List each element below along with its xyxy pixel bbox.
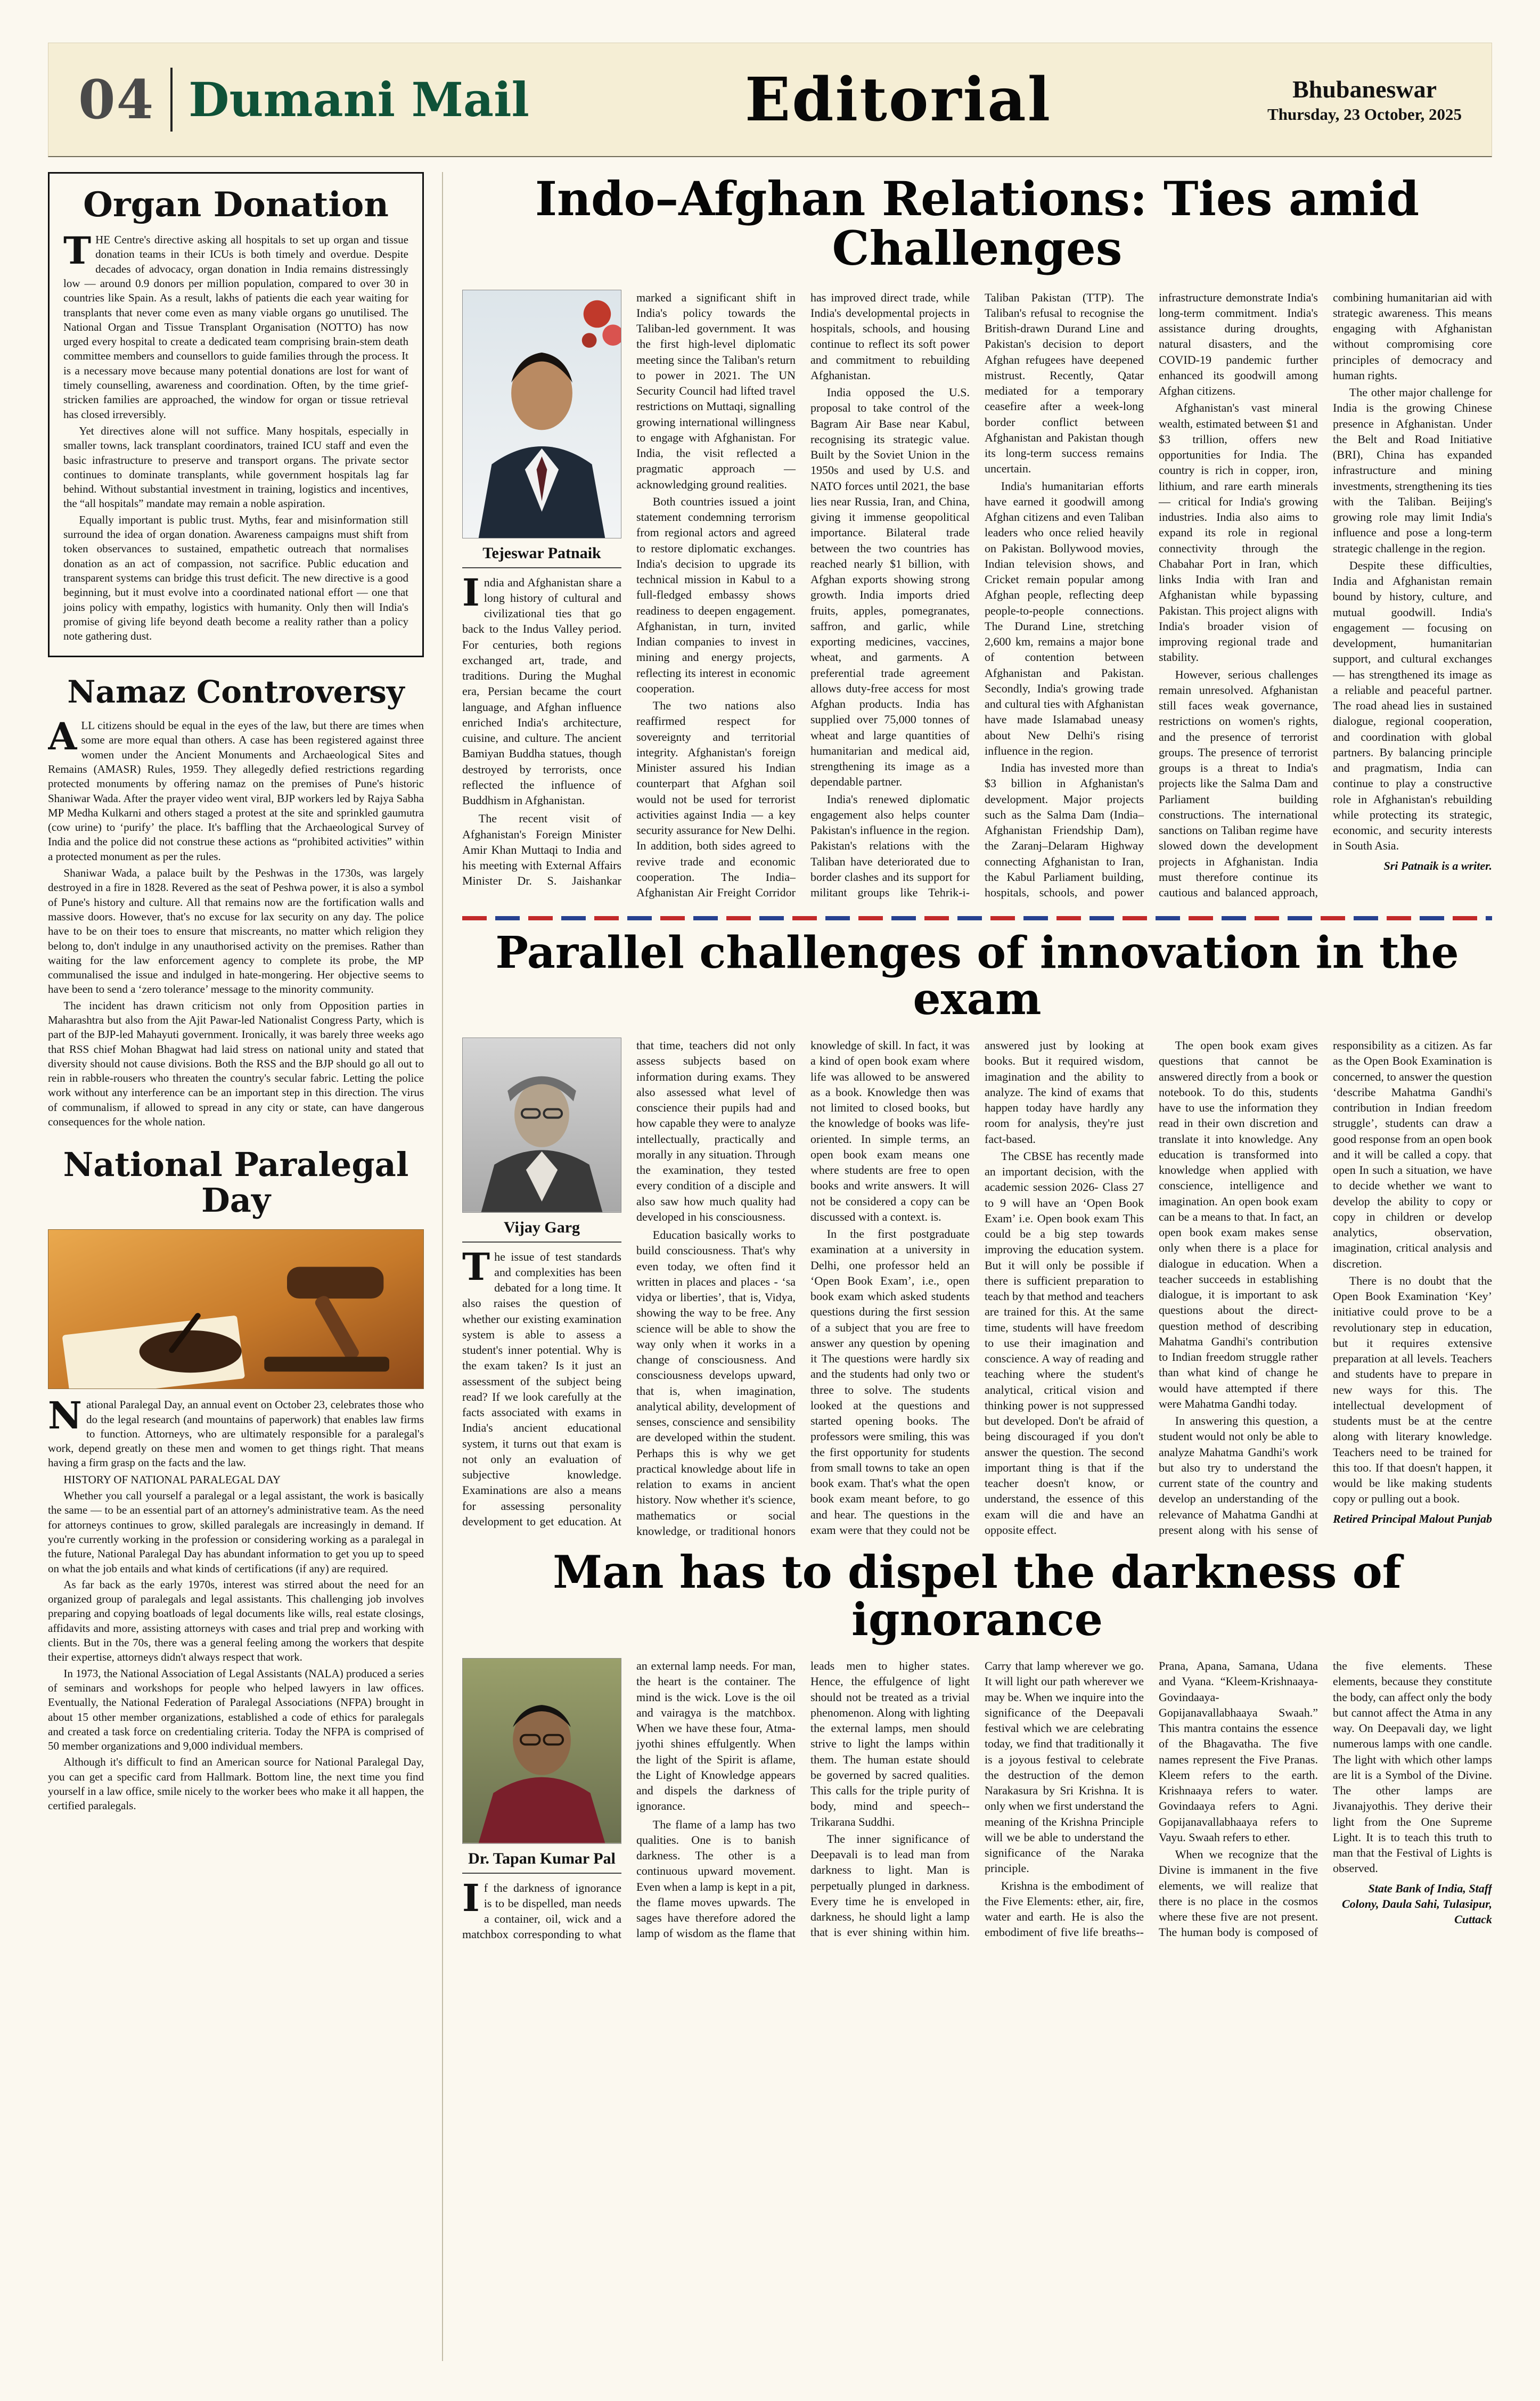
paragraph: Krishna is the embodiment of the Five Elements: ether, air, fire, water and earth. He is also the embodiment of five life breaths--Prana, Apana, Samana, Udana and Vyana. “Kleem-Krishnaaya-Govindaaya-Gopijanavallabhaaya Swaah.” This mantra contains the essence of the Bhagavatha. The five names represent the Five Pranas. Kleem refers to the earth. Krishnaaya refers to water. Govindaaya refers to Agni. Gopijanavallabhaaya refers to Vayu. Swaah refers to ether.: [985, 1659, 1318, 1939]
paragraph: The recent visit of Afghanistan's Foreign Minister Amir Khan Muttaqi to India and his meeting with External Affairs Minister Dr. S. Jaishankar marked a significant shift in India's policy towards the Taliban-led government. It was the first high-level diplomatic meeting since the Taliban's return to power in 2021. The UN Security Council had lifted travel restrictions on Muttaqi, signalling growing international willingness to engage with Afghanistan. For India, the visit reflected a pragmatic approach — acknowledging ground realities.: [462, 290, 796, 888]
paragraph: India's humanitarian efforts have earned it goodwill among Afghan citizens and even Taliban leaders who once relied heavily on Pakistan. Bollywood movies, Indian television shows, and Cricket remain popular among Afghan people, reflecting deep people-to-people connections. The Durand Line, stretching 2,600 km, remains a major bone of contention between Afghanistan and Pakistan. Secondly, India's growing trade and cultural ties with Afghanistan have made Islamabad uneasy about New Delhi's rising influence in the region.: [985, 479, 1144, 757]
lead-paragraph: [63, 228, 408, 422]
paragraph: Both countries issued a joint statement condemning terrorism from regional actors and agreed to restore diplomatic exchanges. India's decision to upgrade its technical mission in Kabul to a full-fledged embassy shows readiness to deepen engagement. Afghanistan, in turn, invited Indian companies to invest in mining and energy projects, reflecting its interest in economic cooperation.: [636, 494, 796, 695]
tejeswar-patnaik-photo: [462, 290, 621, 568]
author-sign-off: Sri Patnaik is a writer.: [1383, 859, 1492, 872]
hand-silhouette: [140, 1330, 242, 1373]
drop-cap: T: [63, 228, 92, 273]
page-number: 04: [78, 68, 155, 131]
article-text: [462, 1038, 1492, 1539]
paragraph: Whether you call yourself a paralegal or a legal assistant, the work is basically the same — to be an essential part of an attorney's administrative team. As the need for attorneys continues to grow, skilled paralegals are increasingly in demand. If you're currently working in the profession or considering working as a paralegal in the future, National Paralegal Day has abundant information to get you up to speed on what the job entails and what kinds of certifications (if any) are required.: [48, 1489, 424, 1575]
article-title: Organ Donation: [83, 185, 389, 225]
lead-text: HE Centre's directive asking all hospitals to set up organ and tissue donation teams in their ICUs is both timely and overdue. Despite decades of advocacy, organ donation in India remains distressingly low — around 0.9 donors per million population, compared to over 30 in countries like Spain. As a result, lakhs of patients die each year waiting for transplants that never come even as many viable organs go unutilised. The National Organ and Tissue Transplant Organisation (NOTTO) has now urged every hospital to create a dedicated team comprising brain-stem death committee members and counsellors to guide families through the process. It is a necessary move because many potential donations are lost for want of timely counselling, awareness and coordination. Often, by the time grief-stricken families are approached, the window for organ or tissue retrieval has closed irreversibly.: [63, 233, 408, 421]
city-name: Bhubaneswar: [1292, 75, 1437, 103]
author-sign-off: Retired Principal Malout Punjab: [1333, 1512, 1492, 1525]
article-dispel-darkness: [462, 1548, 1492, 1942]
portrait-illustration: [462, 1038, 621, 1213]
article-text: [48, 1393, 424, 1813]
drop-cap: I: [462, 1875, 480, 1920]
masthead-left: [78, 68, 529, 132]
article-indo-afghan-relations: [462, 174, 1492, 900]
article-title: National Paralegal Day: [63, 1145, 409, 1220]
portrait-illustration: [462, 290, 621, 538]
paper-name: Dumani Mail: [189, 72, 529, 127]
photo-caption: Tejeswar Patnaik: [462, 538, 621, 568]
author-sign-off: State Bank of India, Staff Colony, Daula Sahi, Tulasipur, Cuttack: [1341, 1881, 1492, 1926]
article-national-paralegal-day: [48, 1147, 424, 1813]
paragraph: India's renewed diplomatic engagement also helps counter Pakistan's influence in the region. Pakistan's relations with the Taliban have deteriorated due to border clashes and its support for militant groups like Tehrik-i-Taliban Pakistan (TTP). The Taliban's refusal to recognise the British-drawn Durand Line and Pakistan's decision to deport Afghan refugees have deepened mistrust. Recently, Qatar mediated for a temporary ceasefire after a week-long border conflict between Afghanistan and Pakistan though its long-term success remains uncertain.: [810, 290, 1144, 900]
paragraph: Yet directives alone will not suffice. Many hospitals, especially in smaller towns, lack transplant coordinators, trained ICU staff and even the basic infrastructure to preserve and transport organs. The private sector continues to dominate transplants, while government hospitals lag far behind. Without substantial investment in training, logistics and incentives, the “all hospitals” mandate may remain a noble aspiration.: [63, 424, 408, 510]
lead-paragraph: [462, 570, 621, 808]
article-organ-donation: [48, 172, 424, 657]
paragraph: India has invested more than $3 billion in Afghanistan's development. Major projects such as the Salma Dam (India–Afghanistan Friendship Dam), the Zaranj–Delaram Highway connecting Afghanistan to Iran, the Kabul Parliament building, hospitals, schools, and power infrastructure demonstrate India's long-term commitment. India's assistance during droughts, natural disasters, and the COVID-19 pandemic further enhanced its goodwill among Afghan citizens.: [985, 290, 1318, 900]
lead-text: LL citizens should be equal in the eyes of the law, but there are times when some are more equal than others. A case has been registered against three women under the Ancient Monuments and Archaeological Sites and Remains (AMASR) Rules, 1959. They allegedly defied restrictions regarding protected monuments by offering namaz on the premises of Pune's historic Shaniwar Wada. After the prayer video went viral, BJP workers led by Rajya Sabha MP Medha Kulkarni and others staged a protest at the site and sprinkled gaumutra (cow urine) to ‘purify’ the place. It's baffling that the Archaeological Survey of India and the police did not construe these actions as “prohibited activities” within a protected monument as per the rules.: [48, 719, 424, 863]
article-text: [462, 1658, 1492, 1942]
drop-cap: N: [48, 1393, 82, 1438]
article-headline: Man has to dispel the darkness of ignorance: [553, 1546, 1402, 1646]
lead-text: ndia and Afghanistan share a long history of cultural and civilizational ties that go back to the Indus Valley period. For centuries, both regions exchanged art, trade, and traditions. During the Mughal era, Persian became the court language, and Afghan influence enriched India's architecture, cuisine, and culture. The ancient Bamiyan Buddha statues, though destroyed by terrorists, once reflected the influence of Buddhism in Afghanistan.: [462, 575, 621, 807]
paralegal-photo: [48, 1229, 424, 1389]
vijay-garg-photo: [462, 1038, 621, 1243]
paragraph: However, serious challenges remain unresolved. Afghanistan still faces weak governance, restrictions on women's rights, and the presence of terrorist groups. The presence of terrorist groups is a threat to India's projects like the Salma Dam and Parliament building constructions. The international sanctions on Taliban regime have slowed down the development projects in Afghanistan. India must therefore continue its cautious and balanced approach, combining humanitarian aid with strategic awareness. This means engaging with Afghanistan without compromising core principles of democracy and human rights.: [1159, 290, 1492, 900]
article-exam-innovation: [462, 927, 1492, 1539]
paragraph: Education basically works to build consciousness. That's why even today, we often find it written in places and places - ‘sa vidya or liberties’, that is, Vidya, showing the way to be free. Any science will be able to show the way only when it works in a change of consciousness. And consciousness develops upward, that is, when imagination, analytical ability, development of senses, conscience and sensibility are developed within the student. Perhaps this is why we get practical knowledge about life in relation to exams in ancient history. Now whether it's science, mathematics or social knowledge, or traditional honors knowledge of skill. In fact, it was a kind of open book exam where life was allowed to be answered as a book. Knowledge then was not limited to closed books, but the knowledge of books was life-oriented. In simple terms, an open book exam means one where students are free to open books and write answers. It will not be considered a copy can be discussed with a context. is.: [636, 1039, 970, 1538]
editorial-column: [48, 172, 443, 2361]
paragraph: In 1973, the National Association of Legal Assistants (NALA) produced a series of seminars and workshops for people who helped lawyers in law offices. Eventually, the National Federation of Paralegal Associations (NFPA) brought in about 15 other member organizations, established a code of ethics for paralegals and created a task force on credentialing criteria. Today the NFPA is comprised of 50 member organizations and 9,000 individual members.: [48, 1667, 424, 1753]
paragraph: India opposed the U.S. proposal to take control of the Bagram Air Base near Kabul, recognising its strategic value. Built by the Soviet Union in the 1950s and used by U.S. and NATO forces until 2021, the base lies near Russia, Iran, and China, giving it immense geopolitical importance. Bilateral trade between the two countries has reached nearly $1 billion, with Afghan exports showing strong growth. India imports dried fruits, apples, pomegranates, saffron, and garlic, while exporting medicines, vaccines, wheat, and garments. A preferential trade agreement allows duty-free access for most Afghan products. India has supplied over 75,000 tonnes of wheat and large quantities of humanitarian and medical aid, strengthening its image as a dependable partner.: [810, 386, 970, 789]
drop-cap: T: [462, 1244, 490, 1289]
article-text: [48, 714, 424, 1129]
lead-text: f the darkness of ignorance is to be dispelled, man needs a container, oil, wick and a matchbox corresponding to what an external lamp needs. For man, the heart is the container. The mind is the wick. Love is the oil and vairagya is the matchbox. When we have these four, Atma-jyothi shines effulgently. When the light of the Spirit is aflame, the Light of Knowledge appears and dispels the darkness of ignorance.: [462, 1659, 796, 1941]
lead-text: ational Paralegal Day, an annual event on October 23, celebrates those who do the legal research (and mountains of paperwork) that enables law firms to function. Attorneys, who are ultimately responsible for a paralegal's work, depend greatly on these men and women to get things right. That means having a firm grasp on the facts and the law.: [48, 1398, 424, 1469]
paragraph: Although it's difficult to find an American source for National Paralegal Day, you can get a specific card from Hallmark. Bottom line, the next time you find yourself in a law office, smile nicely to the worker bees who make it all happen, the certified paralegals.: [48, 1755, 424, 1812]
section-title: Editorial: [744, 64, 1052, 135]
paragraph: Afghanistan's vast mineral wealth, estimated between $1 and $3 trillion, offers new opportunities for India. The country is rich in copper, iron, lithium, and rare earth minerals — critical for India's growing industries. India also aims to expand its role in regional connectivity through the Chabahar Port in Iran, which links India with Iran and Afghanistan while bypassing Pakistan. This project aligns with India's broader vision of improving regional trade and stability.: [1159, 401, 1318, 664]
issue-date: Thursday, 23 October, 2025: [1267, 105, 1462, 124]
masthead-divider-rule: [170, 68, 173, 132]
article-headline: Parallel challenges of innovation in the exam: [495, 927, 1459, 1025]
portrait-illustration: [462, 1658, 621, 1844]
main-column: [462, 172, 1492, 2361]
paragraph: The flame of a lamp has two qualities. One is to banish darkness. The other is a continuous upward movement. Even when a lamp is kept in a pit, the flame moves upwards. The sages have therefore adored the lamp of wisdom as the flame that leads men to higher states. Hence, the effulgence of light should not be treated as a trivial phenomenon. Along with lighting the external lamps, men should strive to light the lamps within them. The human estate should be governed by sacred qualities. This calls for the triple purity of body, mind and speech--Trikarana Suddhi.: [636, 1659, 970, 1940]
article-headline: Indo–Afghan Relations: Ties amid Challenges: [535, 172, 1420, 276]
photo-caption: Vijay Garg: [462, 1213, 621, 1243]
photo-caption: Dr. Tapan Kumar Pal: [462, 1844, 621, 1874]
paragraph: Shaniwar Wada, a palace built by the Peshwas in the 1730s, was largely destroyed in a fire in 1828. Revered as the seat of Peshwa power, it is also a symbol of Pune's history and culture. All that remains now are the fortification walls and massive doors. However, that's no excuse for lax security on any day. The police have to be on their toes to ensure that miscreants, no matter which religion they belong to, don't indulge in any unauthorised activity on the premises. Rather than waiting for the law enforcement agency to complete its probe, the MP communalised the issue and indulged in hate-mongering. Her objective seems to have been to send a ‘zero tolerance’ message to the minority community.: [48, 867, 424, 996]
paragraph: The incident has drawn criticism not only from Opposition parties in Maharashtra but also from the Ajit Pawar-led Nationalist Congress Party, which is part of the BJP-led Mahayuti government. Ironically, it was barely three weeks ago that RSS chief Mohan Bhagwat had laid stress on national unity and stated that diversity should not cause divisions. Both the RSS and the BJP should go all out to rein in rabble-rousers who threaten the country's secular fabric. Letting the police work without any interference can be an important step in this direction. The virus of communalism, if allowed to spread in any city or state, can have dangerous consequences for the whole nation.: [48, 999, 424, 1129]
paragraph: There is no doubt that the Open Book Examination ‘Key’ initiative could prove to be a revolutionary step in education, but it requires extensive preparation at all levels. Teachers and students have to prepare in new ways for this. The intellectual development of students must be at the centre along with literary knowledge. Teachers need to be trained for this too. If that doesn't happen, it would be like making students copy or pulling out a book.: [1333, 1273, 1492, 1506]
paragraphs: [63, 424, 408, 643]
paragraph: The other major challenge for India is the growing Chinese presence in Afghanistan. Under the Belt and Road Initiative (BRI), China has expanded infrastructure and mining investments, strengthening its ties with the Taliban. Beijing's growing role may limit India's influence and pose a long-term strategic challenge in the region.: [1333, 386, 1492, 555]
paragraph: The open book exam gives questions that cannot be answered directly from a book or notebook. To do this, students have to use the information they read in their own discretion and translate it into knowledge. Any education is transformed into knowledge when applied with conscience, intelligence and imagination. An open book exam can be a means to that. In fact, an open book exam makes sense only when there is a place for dialogue in education. When a teacher succeeds in establishing dialogue, it is important to ask questions about the direct-question method of describing Mahatma Gandhi's contribution to Indian freedom struggle rather than what kind of change he would have attempted if there were Mahatma Gandhi today.: [1159, 1039, 1318, 1410]
paragraph: Equally important is public trust. Myths, fear and misinformation still surround the idea of organ donation. Awareness campaigns must shift from token observances to sustained, empathetic outreach that normalises donation as an act of compassion, not sacrifice. Public education and transparent systems can bridge this trust deficit. The new directive is a good beginning, but it must evolve into a coordinated national effort — one that joins policy with empathy, logistics with humanity. Only then will India's promise of giving life beyond death become a reality rather than a policy note gathering dust.: [63, 513, 408, 643]
masthead: [48, 43, 1492, 157]
paragraph: In answering this question, a student would not only be able to analyze Mahatma Gandhi's work but also try to understand the current state of the country and develop an understanding of the relevance of Mahatma Gandhi at present along with his sense of responsibility as a citizen. As far as the Open Book Examination is concerned, to answer the question ‘describe Mahatma Gandhi's contribution in Indian freedom struggle’, students can draw a good response from an open book and it will be called a copy. that open In such a situation, we have to decide whether we want to develop the ability to copy or copy in children or develop analytics, observation, imagination, critical analysis and discretion.: [1159, 1039, 1492, 1537]
article-text: [462, 290, 1492, 901]
paragraphs: [48, 866, 424, 1129]
paragraph: Despite these difficulties, India and Afghanistan remain bound by history, culture, and mutual goodwill. India's engagement — focusing on development, humanitarian support, and cultural exchanges — has strengthened its image as a reliable and peaceful partner. The road ahead lies in sustained dialogue, regional cooperation, and coordination with global partners. By balancing principle and pragmatism, India can continue to play a constructive role in Afghanistan's rebuilding while protecting its strategic, economic, and security interests in South Asia.: [1333, 558, 1492, 853]
lead-paragraph: [48, 1393, 424, 1470]
paragraph: In the first postgraduate examination at a university in Delhi, one professor held an ‘Open Book Exam’, i.e., open book exam which asked students questions during the first session of a subject that you are free to answer any question by opening it The questions were hardly six and the students had only two or three to solve. The students looked at the questions and started opening books. The professors were smiling, this was the first opportunity for students from small towns to take an open book exam. That's what the open book exam meant before, to go and hear. The questions in the exam were that they could not be answered just by looking at books. But it required wisdom, imagination and the ability to analyze. The kind of exams that happen today have hardly any room for analysis, they're just fact-based.: [810, 1039, 1144, 1537]
paragraph: When we recognize that the Divine is immanent in the five elements, we will realize that there is no place in the cosmos where these five are not present. The human body is composed of the five elements. These elements, because they constitute the body, can affect only the body but cannot affect the Atma in any way. On Deepavali day, we light numerous lamps with one candle. The light with which other lamps are lit is a Symbol of the Divine. The other lamps are Jivanajyothis. They derive their light from the One Supreme Light. It is to teach this truth to man that the Festival of Lights is observed.: [1159, 1659, 1492, 1939]
section-divider: [462, 916, 1492, 920]
lead-paragraph: [48, 714, 424, 864]
lead-text: he issue of test standards and complexities has been debated for a long time. It also raises the question of whether our existing examination system is able to assess a student's inner potential. Why is the exam taken? Is it just an assessment of the subject being read? If we look carefully at the facts associated with exams in India's ancient educational system, it turns out that exam is not only an evaluation of subjective knowledge. Examinations are also a means for assessing personality development to get education. At that time, teachers did not only assess subjects based on information during exams. They also assessed what level of conscience their pupils had and how capable they were to analyze intellectually, practically and morally in any situation. Through the examination, they tested every condition of a disciple and also saw how much quality had developed in his consciousness.: [462, 1039, 796, 1528]
paragraph: As far back as the early 1970s, interest was stirred about the need for an organized group of paralegals and legal assistants. This challenging job involves preparing and copying boatloads of legal documents like wills, real estate closings, affidavits and more, assisting attorneys with cases and trial prep and working with clients. But in the 70s, there was a general feeling among the workers that despite their expertise, attorneys didn't always respect that work.: [48, 1578, 424, 1664]
article-text: [63, 228, 408, 643]
paragraph: The inner significance of Deepavali is to lead man from darkness to light. Man is perpetually plunged in darkness. Every time he is enveloped in darkness, he should light a lamp that is ever shining within him. Carry that lamp wherever we go. It will light our path wherever we may be. When we inquire into the significance of the Deepavali festival which we are celebrating today, we find that traditionally it is a joyous festival to celebrate the destruction of the demon Narakasura by Sri Krishna. It is only when we first understand the meaning of the Krishna Principle will we be able to understand the significance of the Naraka principle.: [810, 1659, 1144, 1939]
masthead-dateline: [1267, 74, 1462, 125]
paralegal-photo-illustration: [48, 1229, 424, 1389]
article-namaz-controversy: [48, 675, 424, 1129]
paragraph: The two nations also reaffirmed respect for sovereignty and territorial integrity. Afghanistan's foreign Minister assured his Indian counterpart that Afghan soil would not be used for terrorist activities against India — a key security assurance for New Delhi. In addition, both sides agreed to revive trade and economic cooperation. The India–Afghanistan Air Freight Corridor has improved direct trade, while India's developmental projects in hospitals, schools, and housing continue to reflect its soft power and commitment to rebuilding Afghanistan.: [636, 290, 970, 900]
tapan-kumar-pal-photo: [462, 1658, 621, 1873]
article-title: Namaz Controversy: [67, 674, 405, 710]
paragraph: The CBSE has recently made an important decision, with the academic session 2026- Class 27 to 9 will have an ‘Open Book Exam’ i.e. Open book exam This could be a big step towards improving the education system. But it will only be possible if there is sufficient preparation to teach by that method and teachers are trained for this. At the same time, students will have freedom to use their imagination and conscience. A way of reading and teaching where the student's analytical, critical vision and thinking power is not suppressed but developed. Don't be afraid of being discouraged if you don't answer the question. The second important thing is that if the teacher doesn't know, or understand, the essence of this exam will die and have an opposite effect.: [985, 1149, 1144, 1537]
drop-cap: A: [48, 714, 77, 759]
page-content: [48, 172, 1492, 2361]
paragraph: HISTORY OF NATIONAL PARALEGAL DAY: [63, 1473, 281, 1486]
paragraphs: [48, 1473, 424, 1814]
drop-cap: I: [462, 570, 480, 615]
